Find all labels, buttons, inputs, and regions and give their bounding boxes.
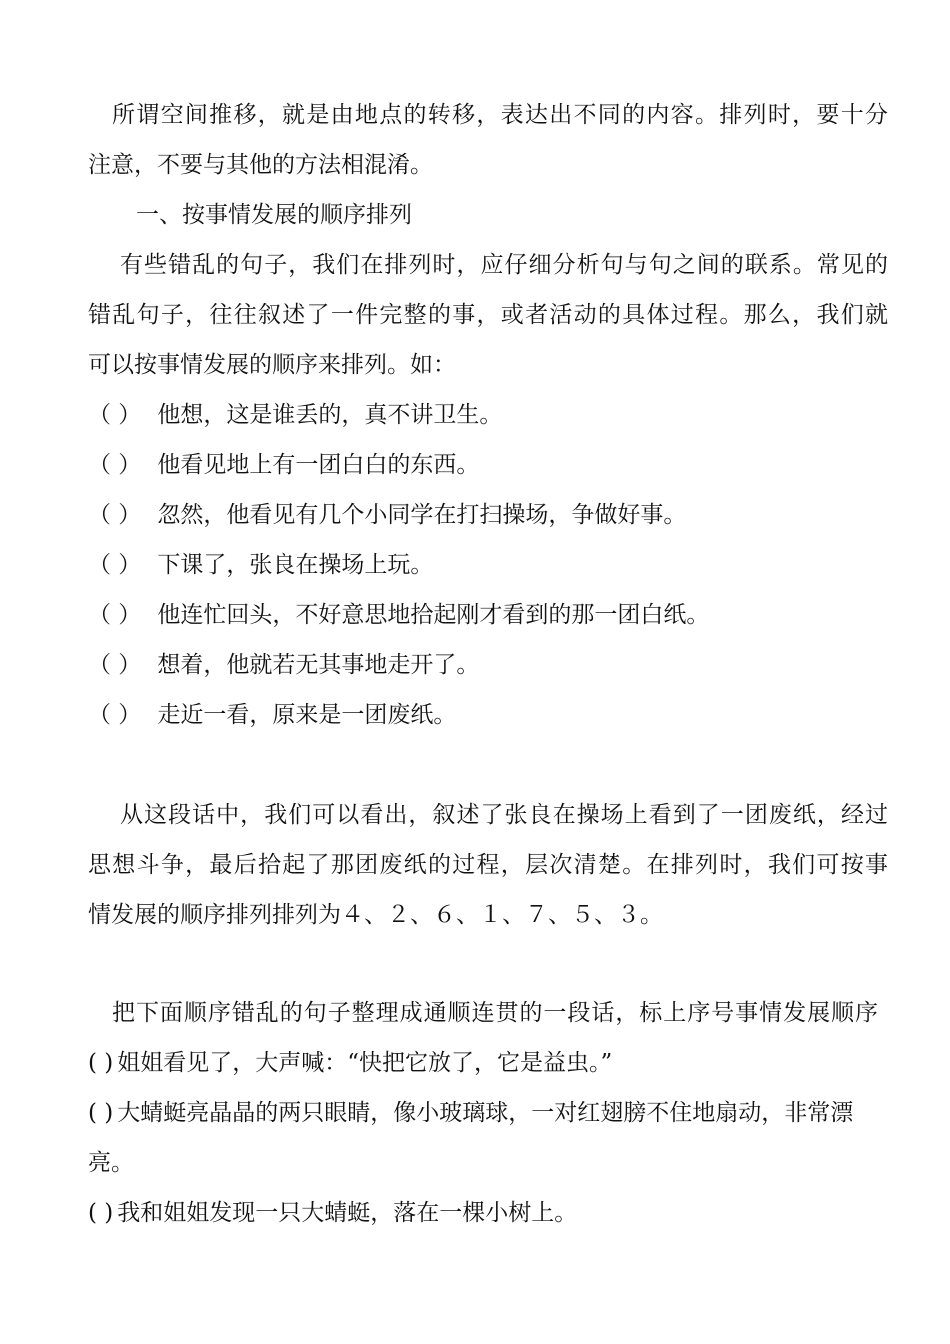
example-item-text: 走近一看，原来是一团废纸。 (157, 702, 457, 728)
analysis-line-2: 思想斗争，最后拾起了那团废纸的过程，层次清楚。在排列时，我们可按事 (88, 852, 888, 878)
answer-blank[interactable]: （ ） (88, 452, 142, 478)
section-paragraph-line-1: 有些错乱的句子，我们在排列时，应仔细分析句与句之间的联系。常见的 (120, 252, 888, 278)
exercise-item (88, 1198, 577, 1228)
example-item-text: 下课了，张良在操场上玩。 (157, 552, 434, 578)
exercise-instruction: 把下面顺序错乱的句子整理成通顺连贯的一段话，标上序号事情发展顺序 (112, 1000, 878, 1026)
exercise-item-continuation: 亮。 (88, 1150, 134, 1176)
answer-blank[interactable]: ( ) (88, 1050, 114, 1076)
section-paragraph-line-2: 错乱句子，往往叙述了一件完整的事，或者活动的具体过程。那么，我们就 (88, 302, 888, 328)
answer-blank[interactable]: （ ） (88, 552, 142, 578)
analysis-line-3: 情发展的顺序排列排列为４、２、６、１、７、５、３。 (88, 902, 663, 928)
analysis-line-1: 从这段话中，我们可以看出，叙述了张良在操场上看到了一团废纸，经过 (120, 802, 888, 828)
example-item-text: 他连忙回头，不好意思地拾起刚才看到的那一团白纸。 (157, 602, 710, 628)
section-paragraph-line-3: 可以按事情发展的顺序来排列。如： (88, 352, 456, 378)
example-item (88, 400, 502, 430)
example-item (88, 600, 709, 630)
example-item-text: 他看见地上有一团白白的东西。 (157, 452, 480, 478)
intro-line-1: 所谓空间推移，就是由地点的转移，表达出不同的内容。排列时，要十分 (112, 102, 888, 128)
intro-line-2: 注意，不要与其他的方法相混淆。 (88, 152, 433, 178)
example-item-text: 想着，他就若无其事地走开了。 (157, 652, 480, 678)
answer-blank[interactable]: （ ） (88, 702, 142, 728)
example-item (88, 550, 433, 580)
exercise-item-text: 我和姐姐发现一只大蜻蜓，落在一棵小树上。 (117, 1200, 578, 1226)
example-item (88, 700, 456, 730)
answer-blank[interactable]: （ ） (88, 652, 142, 678)
example-item (88, 450, 479, 480)
example-item-text: 忽然，他看见有几个小同学在打扫操场，争做好事。 (157, 502, 687, 528)
answer-blank[interactable]: ( ) (88, 1100, 114, 1126)
example-item (88, 650, 479, 680)
answer-blank[interactable]: （ ） (88, 502, 142, 528)
exercise-item-text: 大蜻蜓亮晶晶的两只眼睛，像小玻璃球，一对红翅膀不住地扇动，非常漂 (117, 1100, 854, 1126)
exercise-item (88, 1048, 612, 1078)
exercise-item (88, 1098, 853, 1128)
answer-blank[interactable]: （ ） (88, 602, 142, 628)
section-heading: 一、按事情发展的顺序排列 (136, 202, 412, 228)
example-item (88, 500, 686, 530)
answer-blank[interactable]: （ ） (88, 402, 142, 428)
example-item-text: 他想，这是谁丢的，真不讲卫生。 (157, 402, 503, 428)
exercise-item-text: 姐姐看见了，大声喊：“快把它放了，它是益虫。” (117, 1050, 613, 1076)
answer-blank[interactable]: ( ) (88, 1200, 114, 1226)
